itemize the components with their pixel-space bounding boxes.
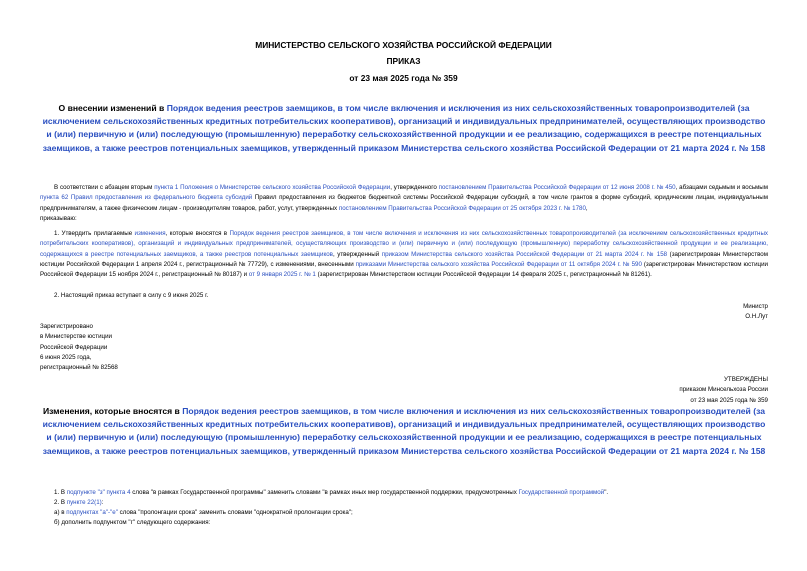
approved-line: от 23 мая 2025 года № 359 [690,396,768,404]
registration-line: регистрационный № 82568 [40,364,118,372]
item-1-link-order-158[interactable]: приказом Министерства сельского хозяйства Российской Федерации от 21 марта 2024 г. № 158 [381,250,668,258]
preamble-link-resolution-450[interactable]: постановлением Правительства Российской Федерации от 12 июня 2008 г. № 450 [438,184,676,191]
registration-line: 6 июня 2025 года, [40,353,92,361]
preamble-link-resolution-1780[interactable]: постановлением Правительства Российской Федерации от 25 октября 2023 г. № 1780 [338,204,586,212]
title-prefix: О внесении изменений в [58,103,167,113]
preamble-text: Правил предоставления из бюджетов бюджетной системы Российской Федерации субсидий, в том числе грантов в форме субсидий, юридическим лицам, индивидуальным предпринимателям, а также физическим лицам - производителям товаров, работ, услуг, утвержденных [40,194,768,212]
change-4: б) дополнить подпунктом "г" следующего содержания: [54,519,211,526]
approved-block [540,375,768,406]
change-text: а) в [54,509,67,516]
order-word: приказываю: [40,215,77,222]
change-3-link-subparagraphs[interactable]: подпунктах "а"-"е" [66,509,118,516]
preamble-text: В соответствии с абзацем вторым [54,184,155,191]
preamble-text: , утвержденного [390,184,439,191]
change-text: 1. В [54,489,67,496]
registration-line: Российской Федерации [40,343,108,351]
registration-line: в Министерстве юстиции [40,333,113,341]
change-text: 2. В [54,499,67,506]
item-1-text: (зарегистрирован Министерством юстиции Российской Федерации 1 апреля 2024 г., регистрационный № 77729), с изменениями, внесенными [40,250,768,268]
doc-date-number: от 23 мая 2025 года № 359 [349,73,458,83]
change-2 [54,498,768,508]
approved-line: УТВЕРЖДЕНЫ [724,376,768,383]
preamble-text: , абзацами седьмым и восьмым [675,184,769,191]
change-text: слова "в рамках Государственной программы" заменить словами "в рамках иных мер государственной поддержки, предусмотренных [130,489,519,496]
title-link-order[interactable]: приказом Министерства сельского хозяйства Российской Федерации от 21 марта 2024 г. № 158 [358,142,766,153]
item-1-text: (зарегистрирован Министерством юстиции Российской Федерации 14 февраля 2025 г., регистрационный № 81261). [315,271,652,279]
change-1-link-subparagraph[interactable]: подпункте "з" пункта 4 [66,489,131,496]
change-text: ". [604,489,609,496]
approved-line: приказом Минсельхоза России [679,386,768,394]
item-1-text: (зарегистрирован Министерством юстиции Российской Федерации 15 ноября 2024 г., регистрационный № 80187) и [40,260,768,279]
preamble-link-rules[interactable]: пункта 62 Правил предоставления из федерального бюджета субсидий [40,194,253,202]
changes-title-link-procedure[interactable]: Порядок ведения реестров заемщиков, в том числе включения и исключения из них сельскохозяйственных товаропроизводителей (за исключением сельскохозяйственных кредитных потребительских кооперативов), организаций и индивидуальных предпринимателей, осуществляющих производство и (или) первичную и (или) последующую (промышленную) переработку сельскохозяйственной продукции и ее реализацию, содержащихся в реестре потенциальных заемщиков, а также реестров потенциальных заемщиков, утвержденный [42,406,766,456]
item-1-paragraph [40,229,768,280]
document-title [40,102,768,155]
change-1-link-program[interactable]: Государственной программой [518,489,605,496]
change-3 [54,508,768,518]
item-1-text: , утвержденный [332,250,382,258]
preamble-link-regulation[interactable]: пункта 1 Положения о Министерстве сельского хозяйства Российской Федерации [154,184,391,191]
change-text: : [101,499,104,506]
preamble-paragraph [40,183,768,214]
item-1-link-order-1[interactable]: от 9 января 2025 г. № 1 [248,271,316,279]
changes-title-prefix: Изменения, которые вносятся в [42,406,183,416]
signature-name: О.Н.Лут [745,313,768,320]
item-1-link-order-590[interactable]: приказами Министерства сельского хозяйства Российской Федерации от 11 октября 2024 г. № 590 [355,260,642,268]
change-1 [54,488,768,498]
ministry-heading: МИНИСТЕРСТВО СЕЛЬСКОГО ХОЗЯЙСТВА РОССИЙСКОЙ ФЕДЕРАЦИИ [255,40,552,50]
item-1-text: 1. Утвердить прилагаемые [54,230,135,237]
signature-position: Министр [743,303,768,310]
changes-title-link-order[interactable]: приказом Министерства сельского хозяйства Российской Федерации от 21 марта 2024 г. № 158 [358,445,766,456]
changes-title [40,405,768,458]
doc-type-heading: ПРИКАЗ [386,56,421,66]
registration-line: Зарегистрировано [40,323,93,330]
item-1-text: , которые вносятся в [165,230,230,237]
registration-block [40,322,118,373]
item-2-paragraph: 2. Настоящий приказ вступает в силу с 9 июня 2025 г. [54,292,209,299]
preamble-text: , [585,204,588,212]
change-text: слова "пролонгации срока" заменить словами "однократной пролонгации срока"; [117,509,353,516]
title-link-procedure[interactable]: Порядок ведения реестров заемщиков, в том числе включения и исключения из них сельскохозяйственных товаропроизводителей (за исключением сельскохозяйственных кредитных потребительских кооперативов), организаций и индивидуальных предпринимателей, осуществляющих производство и (или) первичную и (или) последующую (промышленную) переработку сельскохозяйственной продукции и ее реализацию, содержащихся в реестре потенциальных заемщиков, а также реестров потенциальных заемщиков, утвержденный [42,103,766,153]
change-2-link-paragraph[interactable]: пункте 22(1) [66,499,102,506]
item-1-link-procedure[interactable]: Порядок ведения реестров заемщиков, в том числе включения и исключения из них сельскохозяйственных товаропроизводителей (за исключением сельскохозяйственных кредитных потребительских кооперативов), организаций и индивидуальных предпринимателей, осуществляющих производство и (или) первичную и (или) последующую (промышленную) переработку сельскохозяйственной продукции и ее реализацию, содержащихся в реестре потенциальных заемщиков, а также реестров потенциальных заемщиков [40,230,768,258]
item-1-link-changes[interactable]: изменения [134,230,166,237]
